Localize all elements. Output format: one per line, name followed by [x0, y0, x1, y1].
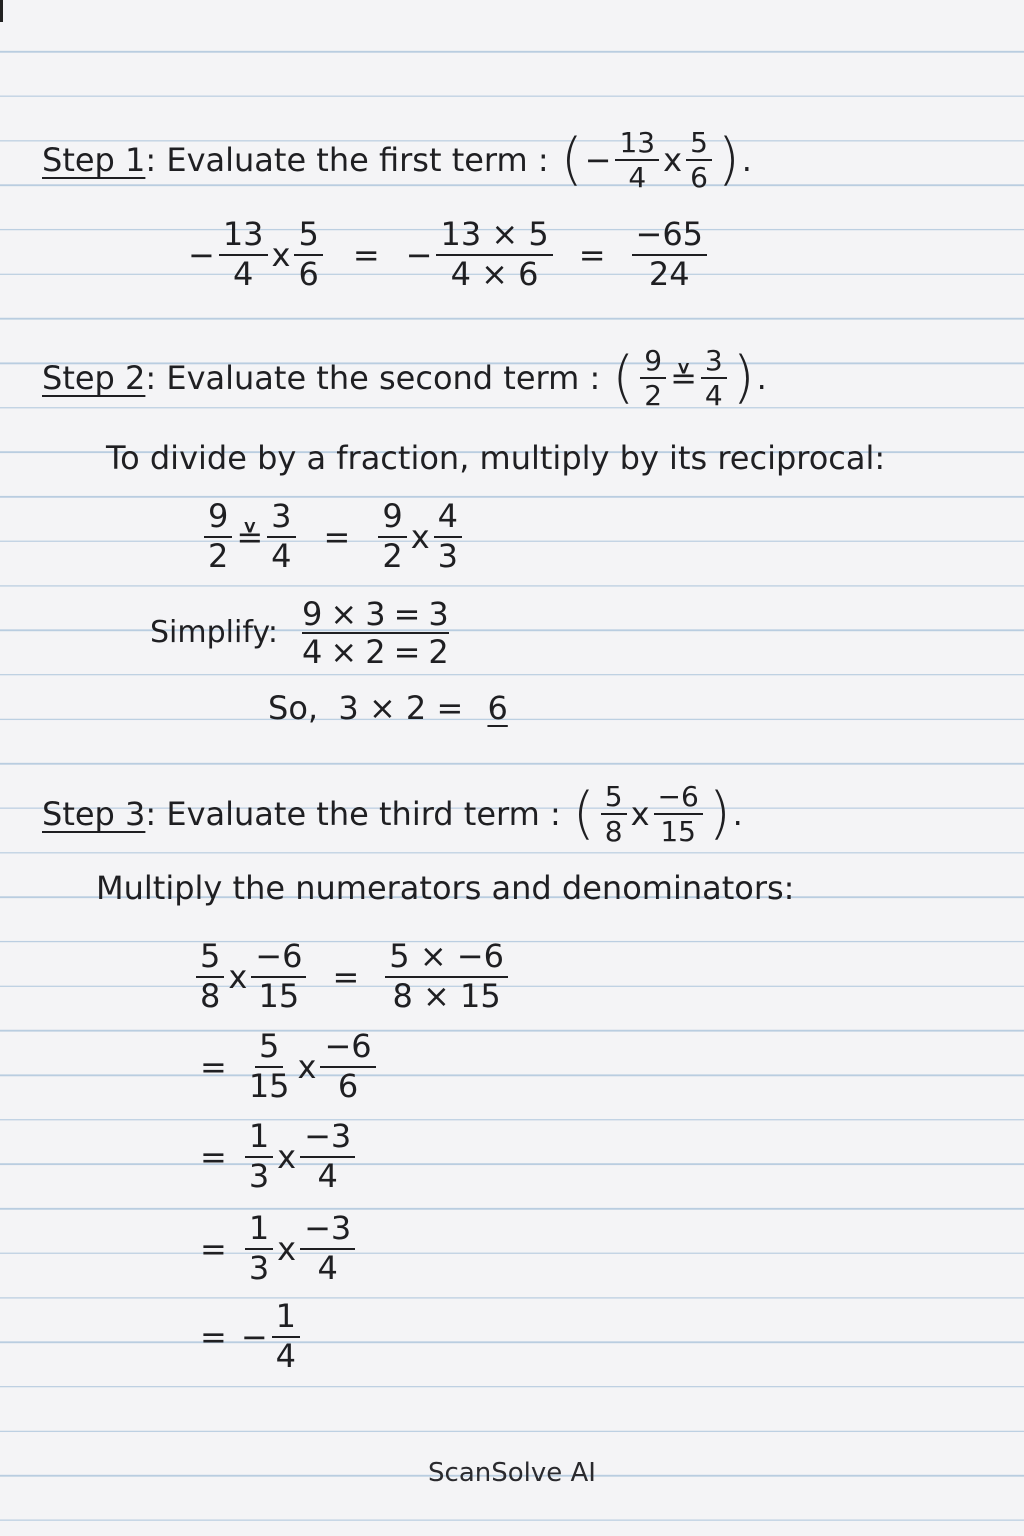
page-edge-mark — [0, 0, 3, 22]
so-text: So, 3 × 2 = — [268, 689, 474, 727]
equals: = — [200, 1317, 227, 1356]
step3-line1 — [192, 937, 512, 1015]
step2-text: : Evaluate the second term : — [145, 359, 611, 398]
simplify-label: Simplify: — [150, 615, 279, 650]
step3-line2 — [200, 1027, 380, 1105]
operator: x — [277, 1229, 297, 1268]
fraction: $\frac{3}{4}$ — [267, 500, 295, 573]
open-paren: ( — [612, 345, 635, 411]
step3-text: : Evaluate the third term : — [145, 795, 571, 834]
fraction-result: $\frac{-65}{24}$ — [632, 218, 708, 291]
answer: 6 — [487, 689, 508, 727]
equals: = — [352, 235, 380, 274]
fraction: $\frac{3}{4}$ — [701, 346, 727, 411]
fraction: $\frac{-6}{15}$ — [251, 940, 306, 1013]
operator: x — [277, 1137, 297, 1176]
fraction: $\frac{5}{8}$ — [601, 782, 627, 847]
simplify-grid: 9 × 3 = 3 4 × 2 = 2 — [302, 595, 449, 671]
fraction: $\frac{5 \times -6}{8 \times 15}$ — [385, 940, 508, 1013]
fraction: $\frac{9}{2}$ — [640, 346, 666, 411]
sign: − — [240, 1317, 268, 1356]
footer-brand: ScanSolve AI — [428, 1458, 596, 1488]
fraction: $\frac{9}{2}$ — [204, 500, 232, 573]
fraction: $\frac{1}{3}$ — [245, 1120, 273, 1193]
step3-line5 — [200, 1297, 304, 1375]
fraction: $\frac{1}{3}$ — [245, 1212, 273, 1285]
step2-label: Step 2 — [42, 359, 146, 398]
close-paren: ) — [732, 345, 755, 411]
sign: − — [405, 235, 433, 274]
step3-label: Step 3 — [42, 795, 146, 834]
step3-line3 — [200, 1117, 359, 1195]
step2-work — [200, 497, 466, 575]
operator: ≚ — [670, 359, 697, 398]
equals: = — [578, 235, 606, 274]
equals: = — [323, 517, 351, 556]
fraction: $\frac{5}{8}$ — [196, 940, 224, 1013]
fraction: $\frac{5}{6}$ — [294, 218, 322, 291]
fraction: $\frac{13 \times 5}{4 \times 6}$ — [436, 218, 552, 291]
equals: = — [332, 957, 360, 996]
sign: − — [188, 235, 215, 274]
step3-note: Multiply the numerators and denominators: — [96, 869, 795, 907]
fraction: $\frac{-6}{6}$ — [320, 1030, 375, 1103]
fraction: $\frac{4}{3}$ — [434, 500, 462, 573]
equals: = — [200, 1047, 227, 1086]
fraction: $\frac{-3}{4}$ — [300, 1120, 355, 1193]
operator: x — [228, 957, 248, 996]
equals: = — [200, 1229, 227, 1268]
step1-text: : Evaluate the first term : — [145, 141, 559, 180]
step3-line4 — [200, 1209, 359, 1287]
fraction: $\frac{-3}{4}$ — [300, 1212, 355, 1285]
operator: ≚ — [236, 517, 264, 556]
equals: = — [200, 1137, 227, 1176]
step2-heading: Step 2 : Evaluate the second term : ( $\frac{9}{2}$ ≚ $\frac{3}{4}$ ) . — [42, 344, 767, 413]
step1-label: Step 1 — [42, 141, 146, 180]
open-paren: ( — [560, 127, 583, 193]
step1-heading: Step 1 : Evaluate the first term : ( − $\frac{13}{4}$ x $\frac{5}{6}$ ) . — [42, 126, 752, 195]
close-paren: ) — [708, 781, 731, 847]
so-line — [268, 689, 508, 727]
operator: x — [663, 141, 683, 180]
step1-work — [188, 215, 711, 293]
fraction: $\frac{5}{15}$ — [248, 1027, 290, 1105]
fraction-final: $\frac{1}{4}$ — [272, 1300, 300, 1373]
close-paren: ) — [717, 127, 740, 193]
fraction: $\frac{13}{4}$ — [615, 128, 659, 193]
open-paren: ( — [572, 781, 595, 847]
fraction: $\frac{-6}{15}$ — [654, 782, 703, 847]
fraction: $\frac{9}{2}$ — [378, 500, 406, 573]
operator: x — [410, 517, 430, 556]
sign: − — [584, 141, 612, 180]
simplify-line — [150, 595, 449, 671]
fraction: $\frac{13}{4}$ — [219, 218, 268, 291]
step3-heading: Step 3 : Evaluate the third term : ( $\frac{5}{8}$ x $\frac{-6}{15}$ ) . — [42, 780, 743, 849]
reciprocal-note: To divide by a fraction, multiply by its reciprocal: — [106, 439, 886, 477]
operator: x — [271, 235, 291, 274]
operator: x — [630, 795, 650, 834]
fraction: $\frac{5}{6}$ — [686, 128, 712, 193]
operator: x — [297, 1047, 317, 1086]
